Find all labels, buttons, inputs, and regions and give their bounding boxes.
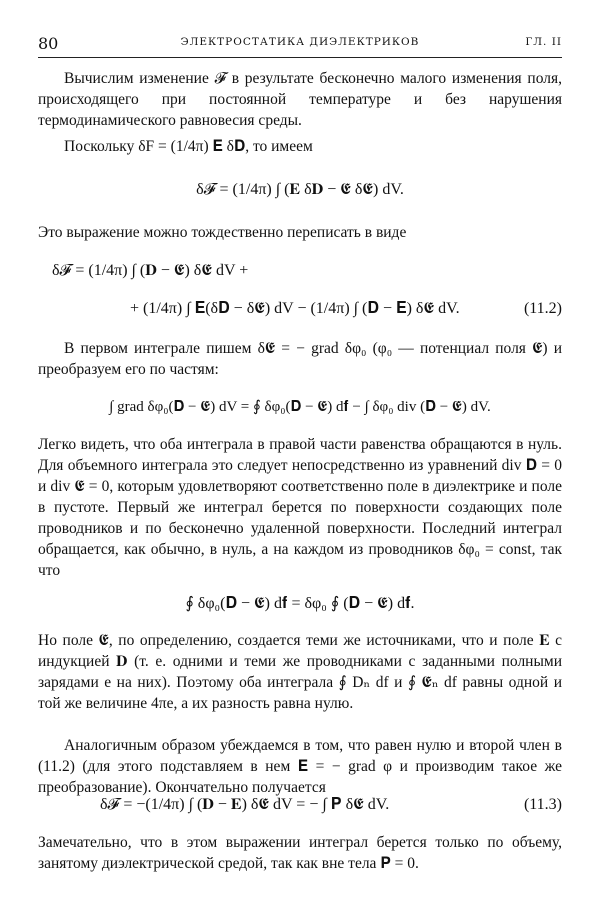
chapter-label: ГЛ. II xyxy=(525,36,562,48)
running-title: ЭЛЕКТРОСТАТИКА ДИЭЛЕКТРИКОВ xyxy=(180,36,420,48)
equation-number-11-2: (11.2) xyxy=(523,300,562,317)
paragraph-2: Поскольку δF = (1/4π) 𝐄 δ𝐃, то имеем xyxy=(64,138,313,155)
paragraph-6: Но поле 𝕰, по определению, создается теми же источниками, что и поле 𝐄 с индукцией 𝐃 (т. е. одними и теми же проводниками с заданными полными зарядами e на них). Поэтому оба интеграла ∮ Dₙ df и ∮ 𝕰ₙ df равны одной и той же величине 4πe, а их разность равна нулю. xyxy=(38,632,562,712)
paragraph-7: Аналогичным образом убеждаемся в том, что равен нулю и второй член в (11.2) (для этого подставляем в нем 𝐄 = − grad φ и производим такое же преобразование). Окончательно получается xyxy=(38,737,562,796)
equation-2-line-2 xyxy=(130,300,562,318)
paragraph-5: Легко видеть, что оба интеграла в правой части равенства обращаются в нуль. Для объемного интеграла это следует непосредственно из уравнений div 𝐃 = 0 и div 𝕰 = 0, которым удовлетворяют соответственно поле в диэлектрике и поле в пустоте. Первый же интеграл берется по поверхности создающих поле проводников и по бесконечно удаленной поверхности. Последний интеграл обращается, как обычно, в нуль, а на каждом из проводников δφ₀ = const, так что xyxy=(38,436,562,579)
page-number: 80 xyxy=(38,34,59,53)
paragraph-4: В первом интеграле пишем δ𝕰 = − grad δφ₀ (φ₀ — потенциал поля 𝕰) и преобразуем его по частям: xyxy=(38,340,562,378)
paragraph-8: Замечательно, что в этом выражении интеграл берется только по объему, занятому диэлектрической средой, так как вне тела 𝐏 = 0. xyxy=(38,834,562,872)
equation-number-11-3: (11.3) xyxy=(523,796,562,813)
equation-4: ∮ δφ₀(𝐃 − 𝕰) d𝐟 = δφ₀ ∮ (𝐃 − 𝕰) d𝐟. xyxy=(185,595,415,612)
equation-5 xyxy=(100,796,562,814)
equation-5-body: δ𝓕 = −(1/4π) ∫ (𝐃 − 𝐄) δ𝕰 dV = − ∫ 𝐏 δ𝕰 dV. xyxy=(100,796,390,813)
equation-2-line-2-body: + (1/4π) ∫ 𝐄(δ𝐃 − δ𝕰) dV − (1/4π) ∫ (𝐃 − 𝐄) δ𝕰 dV. xyxy=(130,300,460,317)
paragraph-1: Вычислим изменение 𝓕 в результате бесконечно малого изменения поля, происходящего при постоянной температуре и без нарушения термодинамического равновесия среды. xyxy=(38,70,562,129)
paragraph-3: Это выражение можно тождественно переписать в виде xyxy=(38,224,407,241)
page-header xyxy=(38,32,562,54)
equation-3: ∫ grad δφ₀(𝐃 − 𝕰) dV = ∮ δφ₀(𝐃 − 𝕰) d𝐟 − ∫ δφ₀ div (𝐃 − 𝕰) dV. xyxy=(109,399,491,415)
equation-2-line-1: δ𝓕 = (1/4π) ∫ (𝐃 − 𝕰) δ𝕰 dV + xyxy=(52,262,249,279)
header-rule xyxy=(38,57,562,58)
equation-1: δ𝓕 = (1/4π) ∫ (𝐄 δ𝐃 − 𝕰 δ𝕰) dV. xyxy=(196,181,404,198)
